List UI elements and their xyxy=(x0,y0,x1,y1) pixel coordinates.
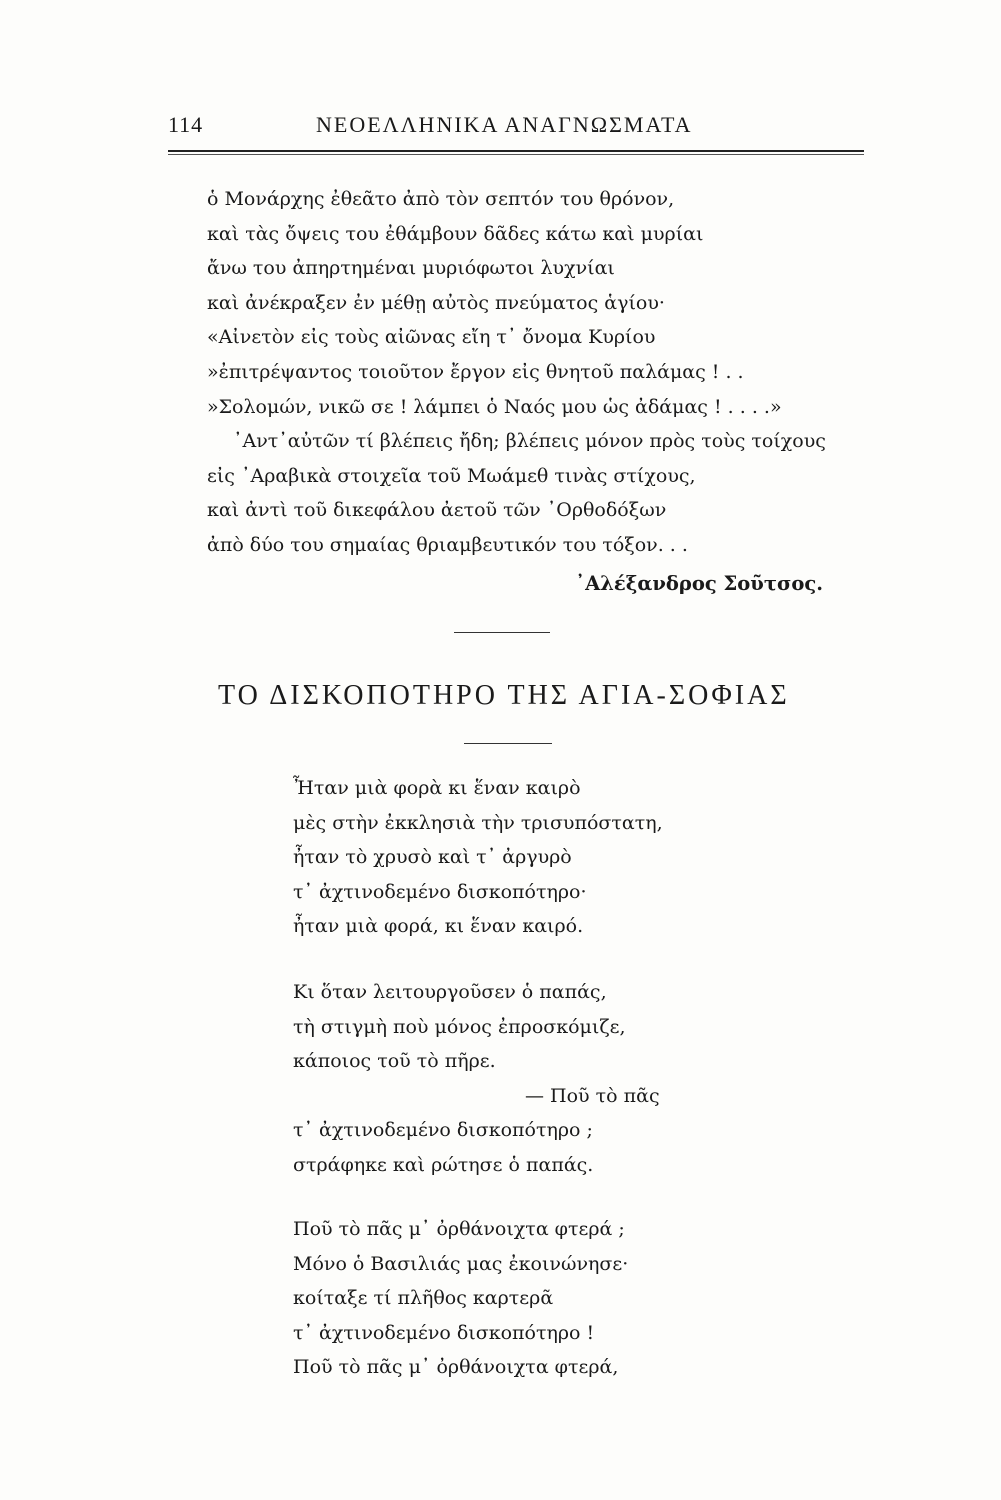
section-title: ΤΟ ΔΙΣΚΟΠΟΤΗΡΟ ΤΗΣ ΑΓΙΑ-ΣΟΦΙΑΣ xyxy=(218,680,790,711)
poem-line: καὶ ἀνέκραξεν ἐν μέθῃ αὐτὸς πνεύματος ἁγίου· xyxy=(207,291,665,314)
poem-line: Ποῦ τὸ πᾶς μ᾿ ὀρθάνοιχτα φτερά, xyxy=(293,1356,619,1378)
poem-line: κοίταξε τί πλῆθος καρτερᾶ xyxy=(293,1287,554,1309)
poem-line: Μόνο ὁ Βασιλιάς μας ἐκοινώνησε· xyxy=(293,1252,629,1275)
poem-line: ἀπὸ δύο του σημαίας θριαμβευτικόν του τόξον. . . xyxy=(207,533,688,556)
header-rule xyxy=(168,150,864,152)
poem-line: ᾿Αντ᾿αὐτῶν τί βλέπεις ἤδη; βλέπεις μόνον πρὸς τοὺς τοίχους xyxy=(233,430,826,453)
title-underline xyxy=(464,743,552,744)
poem-line: »Σολομών, νικῶ σε ! λάμπει ὁ Ναός μου ὡς ἀδάμας ! . . . .» xyxy=(207,395,782,418)
stanza-3 xyxy=(293,1212,853,1385)
poem-line: »ἐπιτρέψαντος τοιοῦτον ἔργον εἰς θνητοῦ παλάμας ! . . xyxy=(207,360,744,383)
header-rule-thin xyxy=(168,154,864,155)
poem-line: Κι ὅταν λειτουργοῦσεν ὁ παπάς, xyxy=(293,981,607,1003)
poem-line: καὶ ἀντὶ τοῦ δικεφάλου ἀετοῦ τῶν ᾿Ορθοδόξων xyxy=(207,499,667,522)
stanza-2 xyxy=(293,975,853,1182)
page-number: 114 xyxy=(168,112,204,137)
poem-line: τ᾿ ἀχτινοδεμένο δισκοπότηρο ! xyxy=(293,1321,595,1344)
author-signature: ᾿Αλέξανδρος Σοῦτσος. xyxy=(575,572,823,595)
poem-line: Ἦταν μιὰ φορὰ κι ἕναν καιρὸ xyxy=(293,777,581,799)
poem-line: ἦταν μιὰ φορά, κι ἕναν καιρό. xyxy=(293,915,584,937)
page-header xyxy=(168,112,864,152)
poem-excerpt xyxy=(207,182,867,563)
poem-line: — Ποῦ τὸ πᾶς xyxy=(525,1084,660,1107)
section-divider xyxy=(454,632,550,633)
poem-line: τ᾿ ἀχτινοδεμένο δισκοπότηρο ; xyxy=(293,1119,593,1141)
poem-line: τὴ στιγμὴ ποὺ μόνος ἐπροσκόμιζε, xyxy=(293,1015,626,1038)
poem-line: μὲς στὴν ἐκκλησιὰ τὴν τρισυπόστατη, xyxy=(293,811,663,834)
poem-line: ἄνω του ἀπηρτημέναι μυριόφωτοι λυχνίαι xyxy=(207,257,615,280)
poem-line: ὁ Μονάρχης ἐθεᾶτο ἀπὸ τὸν σεπτόν του θρόνον, xyxy=(207,188,675,210)
poem-line: ἦταν τὸ χρυσὸ καὶ τ᾿ ἀργυρὸ xyxy=(293,846,572,868)
poem-line: Ποῦ τὸ πᾶς μ᾿ ὀρθάνοιχτα φτερά ; xyxy=(293,1218,625,1240)
poem-line: τ᾿ ἀχτινοδεμένο δισκοπότηρο· xyxy=(293,880,587,903)
poem-line: καὶ τὰς ὄψεις του ἐθάμβουν δᾶδες κάτω καὶ μυρίαι xyxy=(207,222,704,245)
poem-line: «Αἰνετὸν εἰς τοὺς αἰῶνας εἴη τ᾿ ὄνομα Κυρίου xyxy=(207,326,656,349)
poem-line: εἰς ᾿Αραβικὰ στοιχεῖα τοῦ Μωάμεθ τινὰς στίχους, xyxy=(207,464,696,487)
running-title: ΝΕΟΕΛΛΗΝΙΚΑ ΑΝΑΓΝΩΣΜΑΤΑ xyxy=(316,112,693,137)
stanza-1 xyxy=(293,771,853,944)
poem-line: στράφηκε καὶ ρώτησε ὁ παπάς. xyxy=(293,1153,594,1176)
poem-line: κάποιος τοῦ τὸ πῆρε. xyxy=(293,1050,496,1072)
